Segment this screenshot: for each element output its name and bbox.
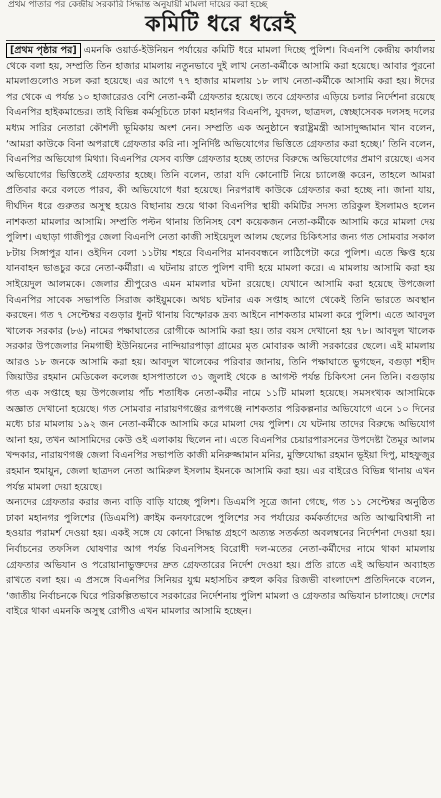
headline-divider: [6, 40, 435, 41]
headline: কমিটি ধরে ধরেই: [145, 12, 296, 37]
previous-article-strip: প্রথম পাতার পর কেন্দ্রীয় সরকারি সিদ্ধান্ত অনুযায়ী মামলা দায়ের করা হচ্ছে: [8, 0, 268, 10]
article-body: [6, 43, 435, 794]
paragraph-text: এমনকি ওয়ার্ড-ইউনিয়ন পর্যায়ের কমিটি ধরে মামলা দিচ্ছে পুলিশ। বিএনপি কেন্দ্রীয় কার্যালয় থেকে বলা হয়, সম্প্রতি তিন হাজার মামলায় নতুনভাবে দুই লাখ নেতা-কর্মীকে আসামি করা হয়েছে। আবার পুরনো মামলাগুলোও সচল করা হয়েছে। এর আগে ৭৭ হাজার মামলায় ১৮ লাখ নেতা-কর্মীকে আসামি করা হয়। ঈদের পর থেকে এ পর্যন্ত ১০ হাজারেরও বেশি নেতা-কর্মী গ্রেফতার হয়েছে। তবে গ্রেফতার এড়িয়ে চলার নির্দেশনা রয়েছে বিএনপির হাইকমান্ডের। তাই বিভিন্ন কর্মসূচিতে ঢাকা মহানগর বিএনপি, যুবদল, ছাত্রদল, স্বেচ্ছাসেবক দলসহ দলের মধ্যম সারির নেতারা কৌশলী ভূমিকায় অংশ নেন। সম্প্রতি এক অনুষ্ঠানে স্বরাষ্ট্রমন্ত্রী আসাদুজ্জামান খান বলেন, ‘আমরা কাউকে বিনা অপরাধে গ্রেফতার করি না। সুনির্দিষ্ট অভিযোগের ভিত্তিতে গ্রেফতার করা হচ্ছে।’ তিনি বলেন, বিএনপির অভিযোগ মিথ্যা। বিএনপির যেসব ব্যক্তি গ্রেফতার হচ্ছে তাদের বিরুদ্ধে অভিযোগের প্রমাণ রয়েছে। এসব অভিযোগের ভিত্তিতেই গ্রেফতার হচ্ছে। তিনি বলেন, তারা যদি কোনোটি নিয়ে চ্যালেঞ্জ করেন, তাহলে আমরা প্রতিবার করে বলতে পারব, কী অভিযোগে ধরা হয়েছে। নিরপরাধ কাউকে গ্রেফতার করা হচ্ছে না। জানা যায়, দীর্ঘদিন ধরে গুরুতর অসুস্থ হয়েও বিছানায় শুয়ে থাকা বিএনপির স্থায়ী কমিটির সদস্য তরিকুল ইসলামও হলেন নাশকতা মামলার আসামি। সম্প্রতি পল্টন থানায় তিনিসহ বেশ কয়েকজন নেতা-কর্মীকে আসামি করে মামলা দেয় পুলিশ। এছাড়া গাজীপুর জেলা বিএনপি নেতা কাজী সাইয়েদুল আলম ছেলের চিকিৎসার জন্য গত সোমবার সকাল ৮টায় সিঙ্গাপুর যান। ওইদিন বেলা ১১টায় শহরে বিএনপির মানববন্ধনে লাঠিপেটা করে পুলিশ। এতে ক্ষিপ্ত হয়ে যানবাহন ভাঙচুর করে নেতা-কর্মীরা। এ ঘটনায় রাতে পুলিশ বাদী হয়ে মামলা করে। এ মামলায় আসামি করা হয় সাইয়েদুল আলমকে। জেলার শ্রীপুরেও এমন মামলার ঘটনা রয়েছে। যেখানে আসামি করা হয়েছে উপজেলা বিএনপির সাবেক সভাপতি সিরাজ কাইয়ুমকে। অথচ ঘটনার এক সপ্তাহ আগে থেকেই তিনি ভারতে অবস্থান করছেন। গত ৭ সেপ্টেম্বর বগুড়ার ধুনট থানায় বিস্ফোরক দ্রব্য আইনে নাশকতার মামলা করে পুলিশ। এতে আবদুল খালেক সরকার (৮৬) নামের পক্ষাঘাতের রোগীকে আসামি করা হয়। তার বয়স দেখানো হয় ৭৮। আবদুল খালেক সরকার উপজেলার নিমগাছী ইউনিয়নের নান্দিয়ারপাড়া গ্রামের মৃত মোবারক আলী সরকারের ছেলে। এই মামলায় আরও ১৮ জনকে আসামি করা হয়। আবদুল খালেকের পরিবার জানায়, তিনি পক্ষাঘাতে ভুগছেন, বগুড়া শহীদ জিয়াউর রহমান মেডিকেল কলেজ হাসপাতালে ৩১ জুলাই থেকে ৪ আগস্ট পর্যন্ত চিকিৎসা নেন তিনি। বগুড়ায় গত এক সপ্তাহে ছয় উপজেলায় পাঁচ শতাধিক নেতা-কর্মীর নামে ১১টি মামলা হয়েছে। সমসংখ্যক আসামিকে অজ্ঞাত দেখানো হয়েছে। গত সোমবার নারায়ণগঞ্জের রূপগঞ্জে নাশকতার পরিকল্পনার অভিযোগে এনে ১০ দিনের মধ্যে চার মামলায় ১৯২ জন নেতা-কর্মীকে আসামি করে মামলা দেয় পুলিশ। যে ঘটনায় তাদের বিরুদ্ধে অভিযোগ আনা হয়, তখন আসামিদের কেউ ওই এলাকায় ছিলেন না। এতে বিএনপির চেয়ারপারসনের উপদেষ্টা তৈমূর আলম খন্দকার, নারায়ণগঞ্জ জেলা বিএনপির সভাপতি কাজী মনিরুজ্জামান মনির, মুক্তিযোদ্ধা রহমান ভূইয়া দিপু, মাহফুজুর রহমান হুমায়ুন, জেলা ছাত্রদল নেতা আমিরুল ইসলাম ইমনকে আসামি করা হয়। এর বাইরেও বিভিন্ন থানায় এখন পর্যন্ত মামলা দেয়া হয়েছে।: [6, 45, 435, 493]
continuation-label: [প্রথম পৃষ্ঠার পর]: [6, 43, 81, 58]
article-paragraph: [6, 43, 435, 495]
article-paragraph: [6, 495, 435, 620]
paragraph-text: অন্যদের গ্রেফতার করার জন্য বাড়ি বাড়ি যাচ্ছে পুলিশ। ডিএমপি সূত্রে জানা গেছে, গত ১১ সেপ্টেম্বর অনুষ্ঠিত ঢাকা মহানগর পুলিশের (ডিএমপি) ক্রাইম কনফারেন্সে পুলিশের সব পর্যায়ের কর্মকর্তাদের অতি আত্মবিশ্বাসী না হওয়ার পরামর্শ দেওয়া হয়। একই সঙ্গে যে কোনো সিদ্ধান্ত গ্রহণে অত্যন্ত সতর্কতা অবলম্বনের নির্দেশনা দেওয়া হয়। নির্বাচনের তফসিল ঘোষণার আগ পর্যন্ত বিএনপিসহ বিরোধী দল-মতের নেতা-কর্মীদের নামে থাকা মামলায় গ্রেফতার অভিযান ও পরোয়ানাভুক্তদের দ্রুত গ্রেফতারের নির্দেশ দেওয়া হয়। প্রতি রাতে এই অভিযান অব্যাহত রাখতে বলা হয়। এ প্রসঙ্গে বিএনপির সিনিয়র যুগ্ম মহাসচিব রুহুল কবির রিজভী বাংলাদেশ প্রতিদিনকে বলেন, ‘জাতীয় নির্বাচনকে ঘিরে পরিকল্পিতভাবে সরকারের নির্দেশনায় পুলিশ মামলা ও গ্রেফতার অভিযান চালাচ্ছে। দেশের বাইরে থাকা এমনকি অসুস্থ রোগীও এখন মামলার আসামি হচ্ছেন।: [6, 497, 435, 618]
